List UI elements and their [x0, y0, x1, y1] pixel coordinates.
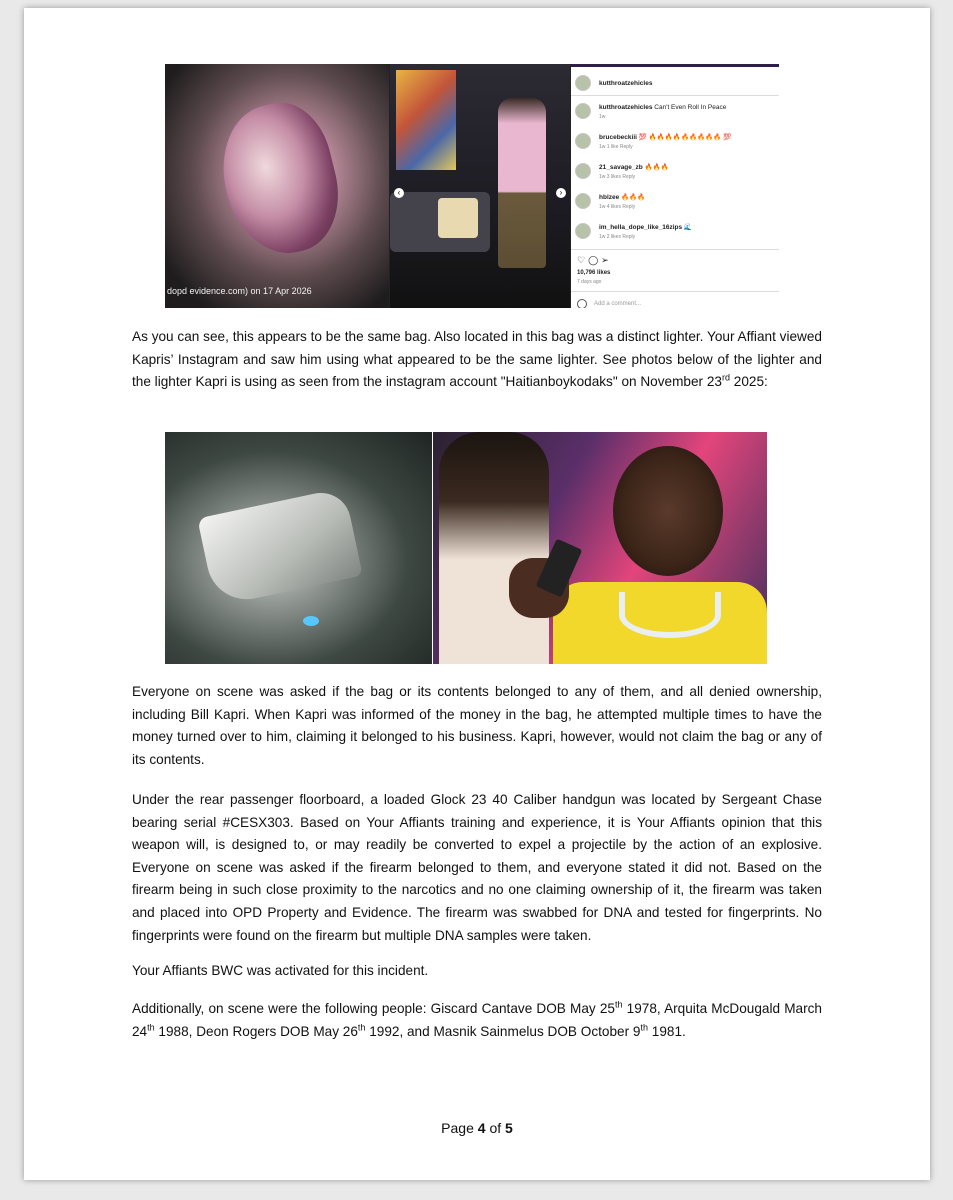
emoji-icon[interactable]: [577, 299, 587, 308]
page-prefix: Page: [441, 1120, 478, 1136]
avatar[interactable]: [575, 103, 591, 119]
avatar[interactable]: [575, 163, 591, 179]
paragraph-text: 1988, Deon Rogers DOB May 26: [154, 1023, 358, 1039]
paragraph-text: 1992, and Masnik Sainmelus DOB October 9: [365, 1023, 641, 1039]
paragraph-text: As you can see, this appears to be the same bag. Also located in this bag was a distinct lighter. Your Affiant viewed Kapris’ Instagram and saw him using what appeared to be the same lighter. See photos below of the lighter and the lighter Kapri is using as seen from the instagram account "Haitianboykodaks" on November 23: [132, 329, 822, 390]
paragraph-ownership: Everyone on scene was asked if the bag or its contents belonged to any of them, and all denied ownership, including Bill Kapri. When Kapri was informed of the money in the bag, he attempted multiple times to have the money turned over to him, claiming it belonged to his business. Kapri, however, would not claim the bag or any of its contents.: [132, 684, 822, 767]
divider: [571, 249, 779, 250]
person-figure: [498, 98, 546, 268]
lighter-image: [197, 487, 362, 606]
post-header: [575, 75, 652, 91]
comment-meta[interactable]: 1w 2 likes Reply: [599, 234, 636, 240]
superscript: rd: [721, 372, 730, 383]
paragraph-text: Additionally, on scene were the following people: Giscard Cantave DOB May 25: [132, 1001, 615, 1016]
total-pages: 5: [505, 1120, 513, 1136]
comment-user[interactable]: brucebeckiii: [599, 134, 637, 141]
comment-icon[interactable]: ◯: [588, 255, 602, 265]
person-face: [613, 446, 723, 576]
comment-meta[interactable]: 1w 1 like Reply: [599, 144, 633, 150]
current-page: 4: [477, 1120, 486, 1136]
paragraph-bwc: Your Affiants BWC was activated for this incident.: [132, 963, 429, 978]
evidence-photo-composite-bag: [165, 64, 779, 308]
background-person: [439, 432, 549, 664]
chain: [619, 592, 721, 638]
add-comment-field[interactable]: [577, 299, 641, 308]
comment-user[interactable]: im_hella_dope_like_16zips: [599, 224, 683, 231]
caption-row: [575, 103, 726, 122]
post-time: 7 days ago: [577, 279, 602, 285]
comment-meta[interactable]: 1w 3 likes Reply: [599, 174, 636, 180]
comment-text: 🔥🔥🔥: [621, 194, 646, 201]
bag-image: [208, 93, 351, 265]
superscript: th: [147, 1022, 155, 1033]
comment-meta[interactable]: 1w 4 likes Reply: [599, 204, 636, 210]
carousel-prev-icon[interactable]: ‹: [394, 188, 404, 198]
paragraph-text: 1981.: [647, 1023, 686, 1039]
like-count[interactable]: 10,796 likes: [577, 270, 611, 276]
comment-row: [575, 163, 669, 182]
post-actions: [577, 255, 612, 266]
page-number: [24, 1120, 930, 1136]
paragraph-firearm: Under the rear passenger floorboard, a loaded Glock 23 40 Caliber handgun was located by Sergeant Chase bearing serial #CESX303. Based on Your Affiants training and experience, it is Your Affiants opinion that this weapon will, is designed to, or may readily be converted to expel a projectile by the action of an explosive. Everyone on scene was asked if the firearm belonged to them, and everyone stated it did not. Based on the firearm being in such close proximity to the narcotics and no one claiming ownership of it, the firearm was taken and placed into OPD Property and Evidence. The firearm was swabbed for DNA and tested for fingerprints. No fingerprints were found on the firearm but multiple DNA samples were taken.: [132, 792, 822, 943]
comment-user[interactable]: 21_savage_zb: [599, 164, 643, 171]
comment-text: 💯 🔥🔥🔥🔥🔥🔥🔥🔥🔥 💯: [638, 134, 732, 141]
divider: [571, 95, 779, 96]
comment-row: [575, 223, 692, 242]
document-page: [24, 8, 930, 1180]
bodycam-photo-bag: [165, 64, 389, 308]
instagram-comments-panel: [571, 64, 779, 308]
post-author[interactable]: kutthroatzehicles: [599, 79, 653, 87]
evidence-photo-composite-lighter: [165, 432, 767, 664]
comment-row: [575, 193, 645, 212]
caption-text: Can't Even Roll In Peace: [654, 104, 727, 111]
comment-text: 🌊: [683, 224, 693, 231]
superscript: th: [357, 1022, 366, 1033]
add-comment-placeholder: Add a comment...: [594, 301, 642, 307]
avatar[interactable]: [575, 223, 591, 239]
caption-author[interactable]: kutthroatzehicles: [599, 104, 653, 111]
instagram-photo-kapri: [433, 432, 767, 664]
comment-user[interactable]: hblzee: [599, 194, 620, 201]
blue-light: [303, 616, 319, 626]
evidence-photo-lighter: [165, 432, 432, 664]
avatar[interactable]: [575, 75, 591, 91]
caption-age: 1w: [599, 114, 606, 120]
superscript: th: [614, 999, 623, 1010]
evidence-stamp: dopd evidence.com) on 17 Apr 2026: [167, 286, 312, 296]
pillow: [438, 198, 478, 238]
paragraph-lighter: [132, 326, 822, 394]
avatar[interactable]: [575, 133, 591, 149]
heart-icon[interactable]: ♡: [577, 255, 589, 265]
superscript: th: [640, 1022, 648, 1033]
instagram-photo: [390, 64, 570, 308]
divider: [571, 291, 779, 292]
share-icon[interactable]: ➢: [601, 255, 612, 265]
comment-row: [575, 133, 731, 152]
wall-poster: [396, 70, 456, 170]
carousel-next-icon[interactable]: ›: [556, 188, 566, 198]
paragraph-people: [132, 998, 822, 1043]
avatar[interactable]: [575, 193, 591, 209]
page-of: of: [485, 1120, 506, 1136]
paragraph-text: 2025:: [729, 374, 768, 390]
paragraph-text: 1978, Arquita McDougald March 24: [132, 1001, 822, 1039]
comment-text: 🔥🔥🔥: [644, 164, 669, 171]
